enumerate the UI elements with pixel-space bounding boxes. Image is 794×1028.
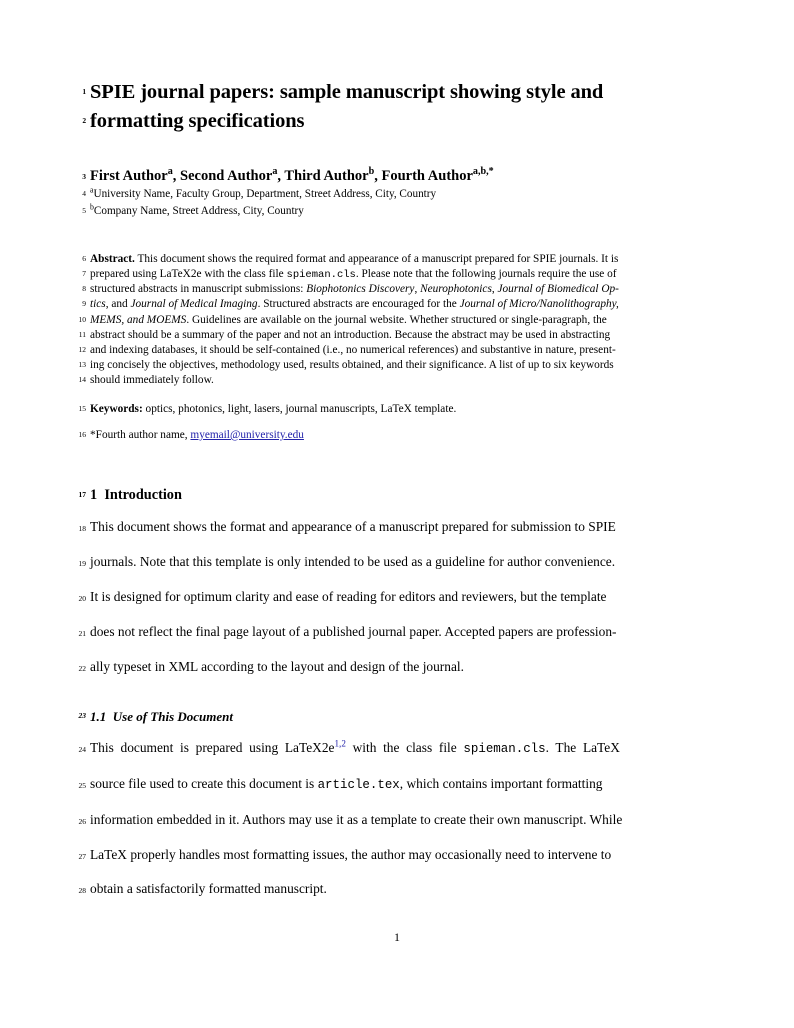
affiliation-b	[82, 202, 702, 220]
page-title	[82, 78, 702, 136]
body-text: source file used to create this document is	[90, 775, 318, 791]
line-number: 8	[82, 284, 86, 294]
body-line	[78, 846, 702, 862]
abstract-text-3a: structured abstracts in manuscript submissions:	[90, 283, 307, 296]
abstract-text-6: abstract should be a summary of the paper and not an introduction. Because the abstract may be used in abstracting	[90, 328, 611, 341]
correspondence-text: Fourth author name,	[95, 428, 188, 441]
corresponding-author-email-link[interactable]: myemail@university.edu	[190, 428, 304, 441]
abstract-line-7	[78, 343, 702, 358]
line-number: 4	[82, 189, 86, 199]
body-line	[78, 658, 702, 674]
journal-names-5: Journal of Micro/Nanolithography,	[459, 298, 619, 311]
line-number: 21	[78, 628, 86, 638]
author-4: , Fourth Author	[374, 168, 473, 185]
body-line	[78, 519, 702, 535]
body-line	[78, 811, 702, 827]
line-number: 1	[82, 87, 86, 96]
section-number: 1	[90, 486, 98, 503]
paper-content	[78, 78, 702, 917]
abstract-label: Abstract.	[90, 252, 135, 265]
line-number: 11	[78, 329, 86, 339]
page-number: 1	[394, 930, 400, 944]
line-number: 15	[78, 403, 86, 413]
paragraph-use-of-this-document	[78, 738, 702, 897]
journal-names-3: Journal of Biomedical Op-	[497, 283, 619, 296]
abstract-block	[78, 252, 702, 389]
author-4-affil-marker: a,b,*	[472, 166, 494, 178]
line-number: 23	[78, 711, 86, 721]
line-number: 6	[82, 253, 86, 263]
line-number: 13	[78, 360, 86, 370]
line-number: 28	[78, 886, 86, 896]
line-number: 5	[82, 205, 86, 215]
journal-names-2: Neurophotonics	[420, 283, 492, 296]
author-3: , Third Author	[277, 168, 369, 185]
body-line	[78, 554, 702, 569]
line-number: 17	[78, 489, 86, 499]
line-number: 26	[78, 816, 86, 826]
journal-names-1: Biophotonics Discovery	[306, 283, 415, 296]
keywords-label: Keywords:	[90, 402, 143, 415]
paragraph-introduction	[78, 519, 702, 674]
title-line-2	[82, 107, 702, 136]
abstract-line-3: 8 structured abstracts in manuscript submissions: Biophotonics Discovery, Neurophotonics, Journal of Biomedical Op-	[90, 282, 702, 297]
body-text: journals. Note that this template is only intended to be used as a guideline for author convenience.	[90, 554, 616, 569]
line-number: 3	[82, 172, 86, 182]
abstract-text-2a: prepared using LaTeX2e with the class file	[90, 268, 287, 281]
title-text-1: SPIE journal papers: sample manuscript showing style and	[90, 81, 604, 103]
affiliation-b-marker: b	[90, 202, 94, 212]
line-number: 14	[78, 375, 86, 385]
author-1-affil-marker: a	[167, 166, 173, 178]
keywords-block	[78, 402, 702, 417]
line-number: 12	[78, 345, 86, 354]
subsection-heading-use-of-this-document	[78, 709, 702, 725]
abstract-line-4: 9 tics, and Journal of Medical Imaging. Structured abstracts are encouraged for the Journal of Micro/Nanolithography,	[90, 297, 702, 312]
author-list	[82, 166, 702, 186]
body-line	[78, 588, 702, 604]
abstract-text-4: . Structured abstracts are encouraged for the	[257, 298, 460, 311]
line-number: 18	[78, 524, 86, 534]
body-text: This document is prepared using LaTeX2e	[90, 739, 335, 755]
author-2: , Second Author	[172, 168, 273, 185]
body-text: does not reflect the final page layout of a published journal paper. Accepted papers are profession-	[90, 623, 617, 639]
journal-names-4: Journal of Medical Imaging	[130, 298, 258, 311]
title-line-1	[82, 78, 702, 107]
line-number: 9	[82, 299, 86, 309]
line-number: 27	[78, 851, 86, 861]
line-number: 19	[78, 559, 86, 568]
body-text: This document shows the format and appearance of a manuscript prepared for submission to SPIE	[90, 519, 616, 535]
author-3-affil-marker: b	[368, 166, 375, 178]
journal-names-3b: tics	[90, 298, 106, 311]
line-number: 24	[78, 744, 86, 754]
abstract-line-8	[78, 358, 702, 373]
body-line	[78, 738, 702, 756]
line-number: 20	[78, 593, 86, 603]
sourcefile-name: article.tex	[317, 777, 400, 792]
classfile-name: spieman.cls	[286, 269, 356, 282]
section-title: Introduction	[104, 486, 182, 503]
body-text: ally typeset in XML according to the layout and design of the journal.	[90, 658, 464, 674]
affiliation-a-text: University Name, Faculty Group, Department, Street Address, City, Country	[93, 188, 437, 201]
correspondence-marker: *	[90, 428, 96, 441]
line-number: 10	[78, 314, 86, 324]
abstract-text-9: should immediately follow.	[90, 374, 214, 387]
line-number: 2	[82, 116, 86, 126]
abstract-line-9	[78, 373, 702, 388]
abstract-text-1: This document shows the required format and appearance of a manuscript prepared for SPIE journals. It is	[137, 252, 619, 265]
section-heading-introduction	[78, 486, 702, 504]
body-text: information embedded in it. Authors may use it as a template to create their own manuscript. While	[90, 811, 623, 827]
classfile-name: spieman.cls	[463, 741, 546, 756]
title-text-2: formatting specifications	[90, 110, 305, 133]
body-text: It is designed for optimum clarity and ease of reading for editors and reviewers, but the template	[90, 588, 607, 604]
subsection-number: 1.1	[90, 709, 107, 725]
author-1: First Author	[90, 168, 168, 185]
citation-ref[interactable]: 1,2	[334, 738, 346, 749]
body-text: LaTeX properly handles most formatting issues, the author may occasionally need to intervene to	[90, 846, 612, 862]
author-2-affil-marker: a	[272, 166, 278, 178]
abstract-text-5: . Guidelines are available on the journal website. Whether structured or single-paragraph, the	[186, 313, 607, 326]
affiliation-a-marker: a	[90, 185, 94, 195]
body-line	[78, 623, 702, 639]
line-number: 16	[78, 429, 86, 439]
abstract-line-1	[82, 252, 702, 267]
correspondence-block	[78, 428, 702, 443]
body-text-cont2: . The LaTeX	[545, 739, 620, 755]
body-text-cont: with the class file	[345, 739, 464, 755]
affiliation-a	[82, 185, 702, 203]
abstract-text-7: and indexing databases, it should be self-contained (i.e., no numerical references) and substantive in nature, present-	[90, 344, 616, 356]
abstract-text-8: ing concisely the objectives, methodology used, results obtained, and their significance. A list of up to six keywords	[90, 359, 614, 372]
line-number: 22	[78, 663, 86, 673]
keywords-text: optics, photonics, light, lasers, journal manuscripts, LaTeX template.	[145, 402, 457, 415]
abstract-text-2b: . Please note that the following journals require the use of	[355, 268, 617, 281]
journal-names-5b: MEMS, and MOEMS	[90, 313, 187, 326]
body-line	[78, 881, 702, 897]
abstract-line-2	[82, 267, 702, 282]
subsection-title: Use of This Document	[112, 709, 233, 725]
abstract-line-5	[78, 313, 702, 328]
body-line	[78, 775, 702, 792]
line-number: 25	[78, 780, 86, 790]
affiliation-b-text: Company Name, Street Address, City, Country	[93, 204, 304, 217]
body-text: obtain a satisfactorily formatted manuscript.	[90, 881, 327, 897]
line-number: 7	[82, 269, 86, 279]
body-text-cont: , which contains important formatting	[399, 775, 603, 791]
abstract-line-6	[78, 328, 702, 343]
